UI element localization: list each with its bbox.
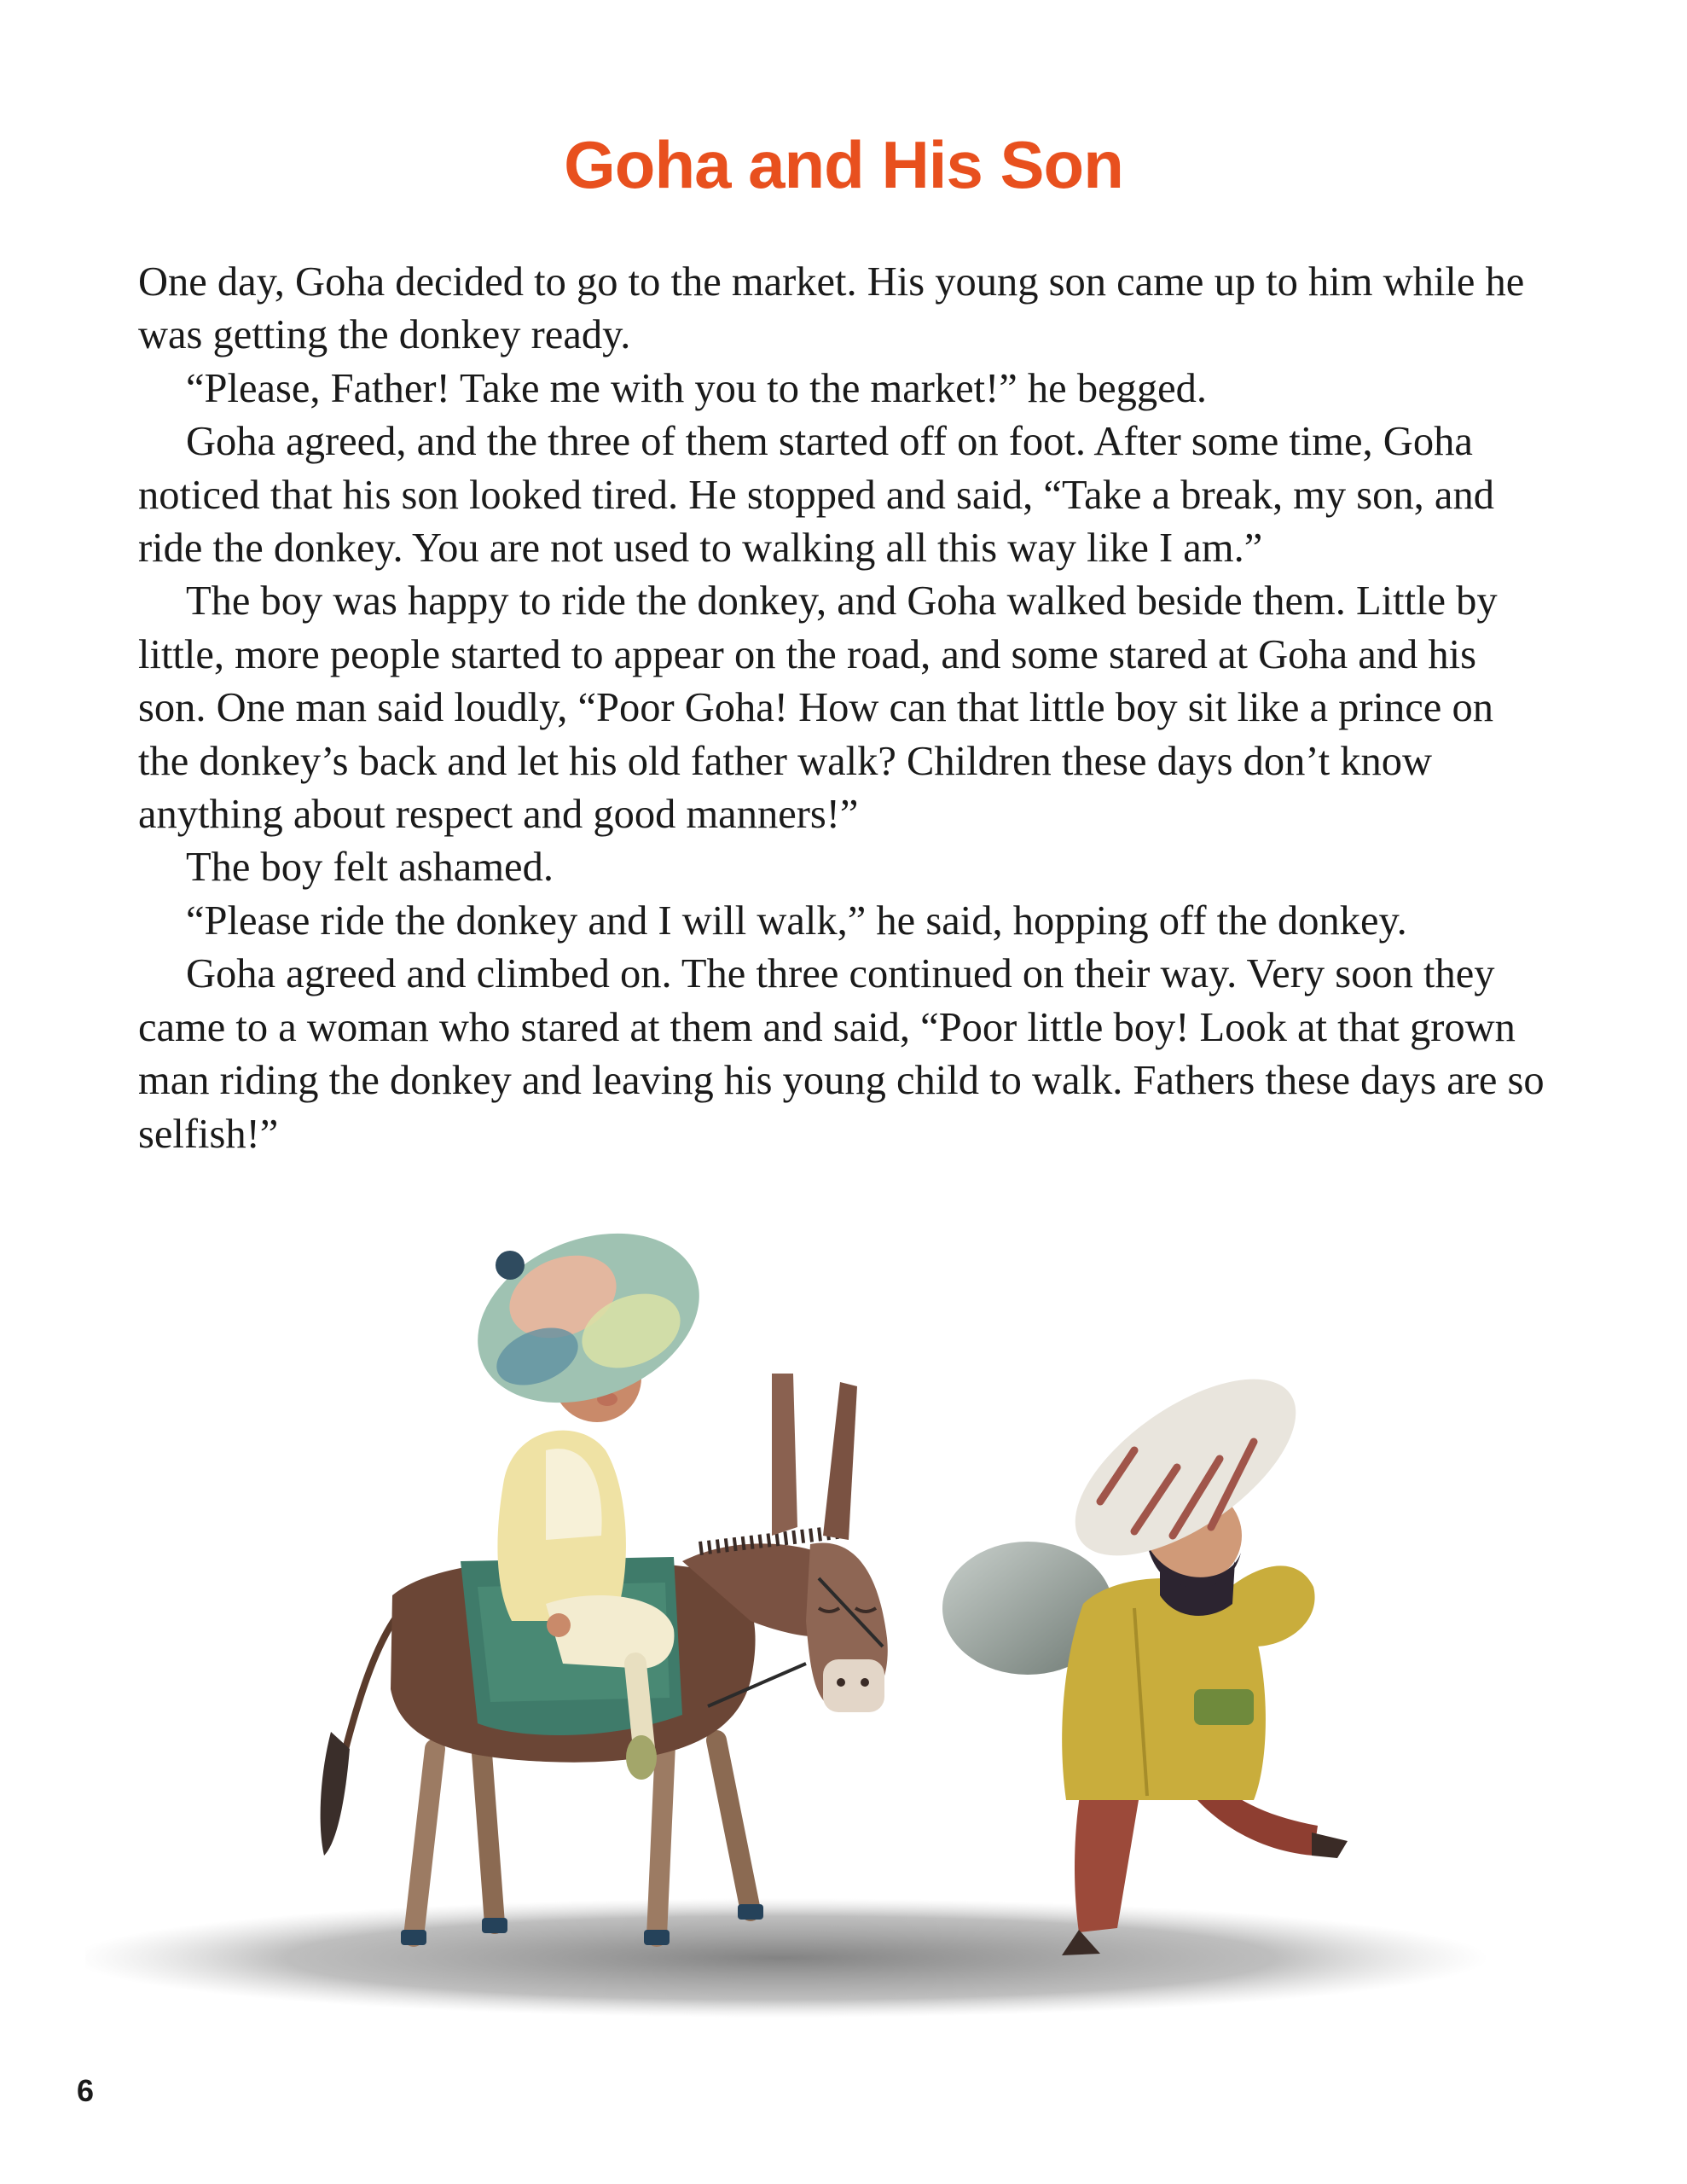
story-paragraph: The boy felt ashamed.: [186, 845, 554, 891]
story-illustration: [85, 1160, 1552, 2065]
page-title: Goha and His Son: [564, 127, 1123, 202]
story-text: [138, 256, 1554, 1161]
ground-shadow: [85, 1898, 1488, 2018]
story-paragraph: Goha agreed and climbed on. The three continued on their way. Very soon they came to a woman who stared at them and said, “Poor little boy! Look at that grown man riding the donkey and leaving his young child to walk. Fathers these days are so selfish!”: [138, 951, 1545, 1157]
story-paragraph: The boy was happy to ride the donkey, and Goha walked beside them. Little by little, more people started to appear on the road, and some stared at Goha and his son. One man said loudly, “Poor Goha! How can that little boy sit like a prince on the donkey’s back and let his old father walk? Children these days don’t know anything about respect and good manners!”: [138, 578, 1498, 838]
story-paragraph: One day, Goha decided to go to the market. His young son came up to him while he was getting the donkey ready.: [138, 259, 1525, 358]
story-paragraph: Goha agreed, and the three of them started off on foot. After some time, Goha noticed that his son looked tired. He stopped and said, “Take a break, my son, and ride the donkey. You are not used to walking all this way like I am.”: [138, 419, 1494, 572]
goha-figure: [942, 1345, 1348, 1955]
story-paragraph: “Please ride the donkey and I will walk,” he said, hopping off the donkey.: [186, 897, 1407, 944]
page-number: 6: [77, 2073, 95, 2108]
story-paragraph: “Please, Father! Take me with you to the market!” he begged.: [186, 365, 1208, 411]
